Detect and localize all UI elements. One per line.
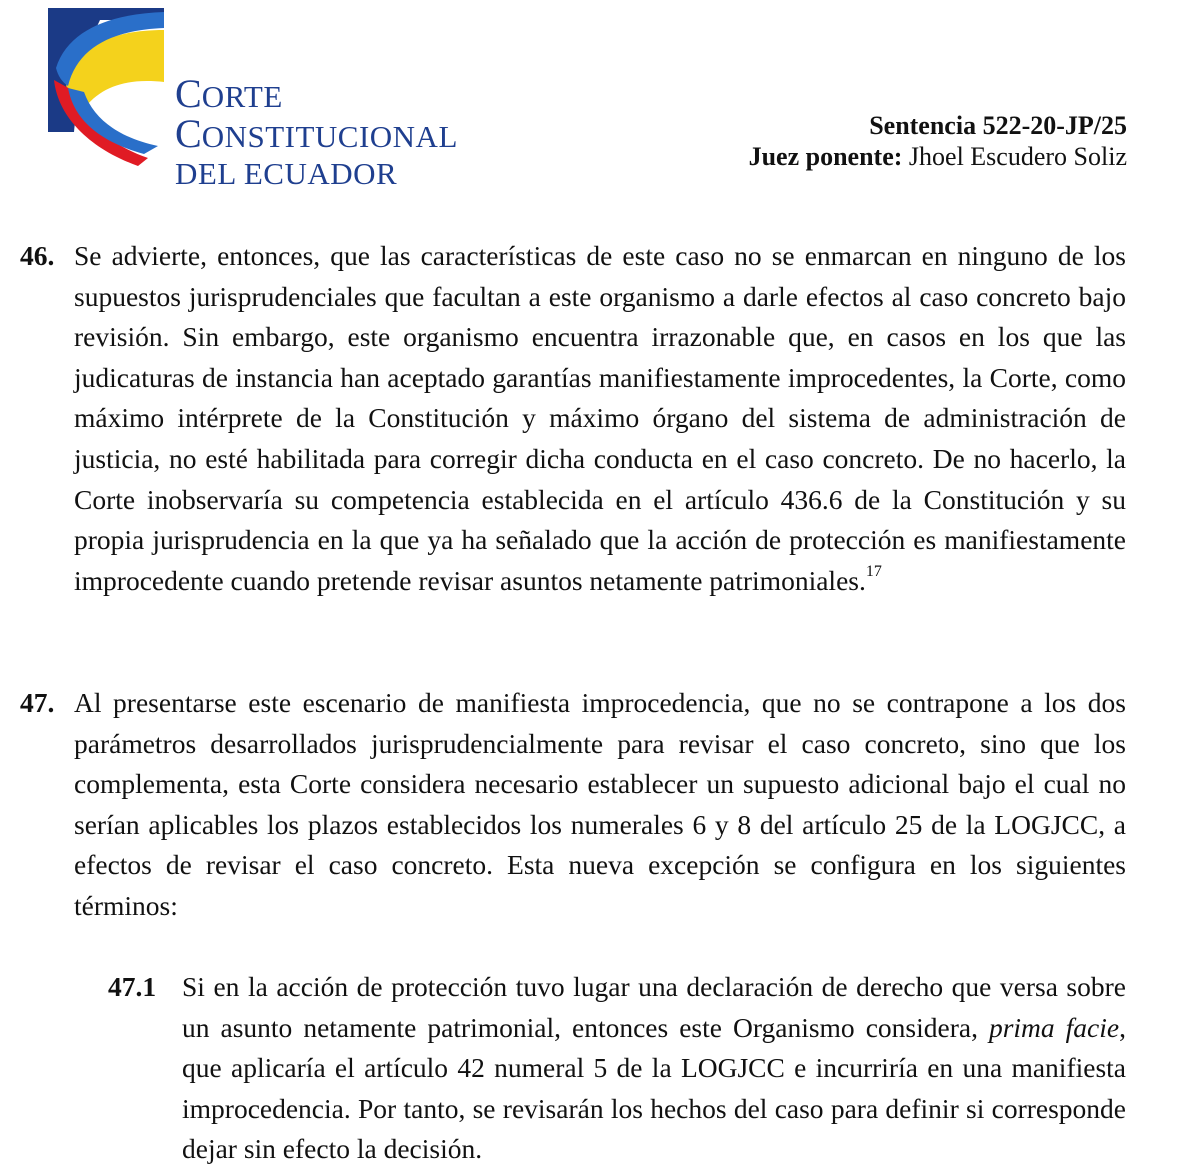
court-logo bbox=[48, 8, 468, 191]
subparagraph-text-after: , que aplicaría el artículo 42 numeral 5 de la LOGJCC e incurriría en una manifiesta improcedencia. Por tanto, se revisarán los hechos del caso para definir si corresponde dejar sin efecto la decisión. bbox=[182, 1011, 1126, 1165]
paragraph-number: 47. bbox=[20, 687, 55, 718]
judge-label: Juez ponente: bbox=[748, 142, 903, 171]
subparagraph-number: 47.1 bbox=[108, 971, 157, 1002]
subparagraph-body bbox=[182, 967, 1126, 1170]
subparagraph-italic: prima facie bbox=[988, 1011, 1120, 1043]
court-emblem bbox=[48, 8, 178, 183]
case-number: Sentencia 522-20-JP/25 bbox=[869, 111, 1127, 140]
footnote-ref[interactable]: 17 bbox=[865, 562, 882, 580]
paragraph-body bbox=[74, 683, 1126, 927]
logo-line-corte: CORTE bbox=[175, 71, 283, 116]
judge-line bbox=[749, 141, 1127, 172]
paragraph-46 bbox=[20, 236, 1126, 601]
paragraph-body bbox=[74, 236, 1126, 601]
subparagraph-47-1 bbox=[108, 967, 1126, 1170]
document-header bbox=[749, 110, 1127, 172]
paragraph-number: 46. bbox=[20, 240, 55, 271]
logo-wordmark bbox=[175, 71, 458, 194]
logo-line-constitucional: CONSTITUCIONAL bbox=[175, 111, 458, 156]
paragraph-47 bbox=[20, 683, 1126, 927]
subparagraph-text-before: Si en la acción de protección tuvo lugar una declaración de derecho que versa sobre un asunto netamente patrimonial, entonces este Organismo considera, bbox=[182, 971, 1126, 1043]
logo-line-ecuador: DEL ECUADOR bbox=[175, 156, 398, 191]
paragraph-text: Se advierte, entonces, que las características de este caso no se enmarcan en ninguno de los supuestos jurisprudenciales que facultan a este organismo a darle efectos al caso concreto bajo revisión. Sin embargo, este organismo encuentra irrazonable que, en casos en los que las judicaturas de instancia han aceptado garantías manifiestamente improcedentes, la Corte, como máximo intérprete de la Constitución y máximo órgano del sistema de administración de justicia, no esté habilitada para corregir dicha conducta en el caso concreto. De no hacerlo, la Corte inobservaría su competencia establecida en el artículo 436.6 de la Constitución y su propia jurisprudencia en la que ya ha señalado que la acción de protección es manifiestamente improcedente cuando pretende revisar asuntos netamente patrimoniales. bbox=[74, 240, 1126, 596]
paragraph-text: Al presentarse este escenario de manifiesta improcedencia, que no se contrapone a los dos parámetros desarrollados jurisprudencialmente para revisar el caso concreto, sino que los complementa, esta Corte considera necesario establecer un supuesto adicional bajo el cual no serían aplicables los plazos establecidos los numerales 6 y 8 del artículo 25 de la LOGJCC, a efectos de revisar el caso concreto. Esta nueva excepción se configura en los siguientes términos: bbox=[74, 687, 1126, 921]
judge-name: Jhoel Escudero Soliz bbox=[902, 142, 1127, 171]
